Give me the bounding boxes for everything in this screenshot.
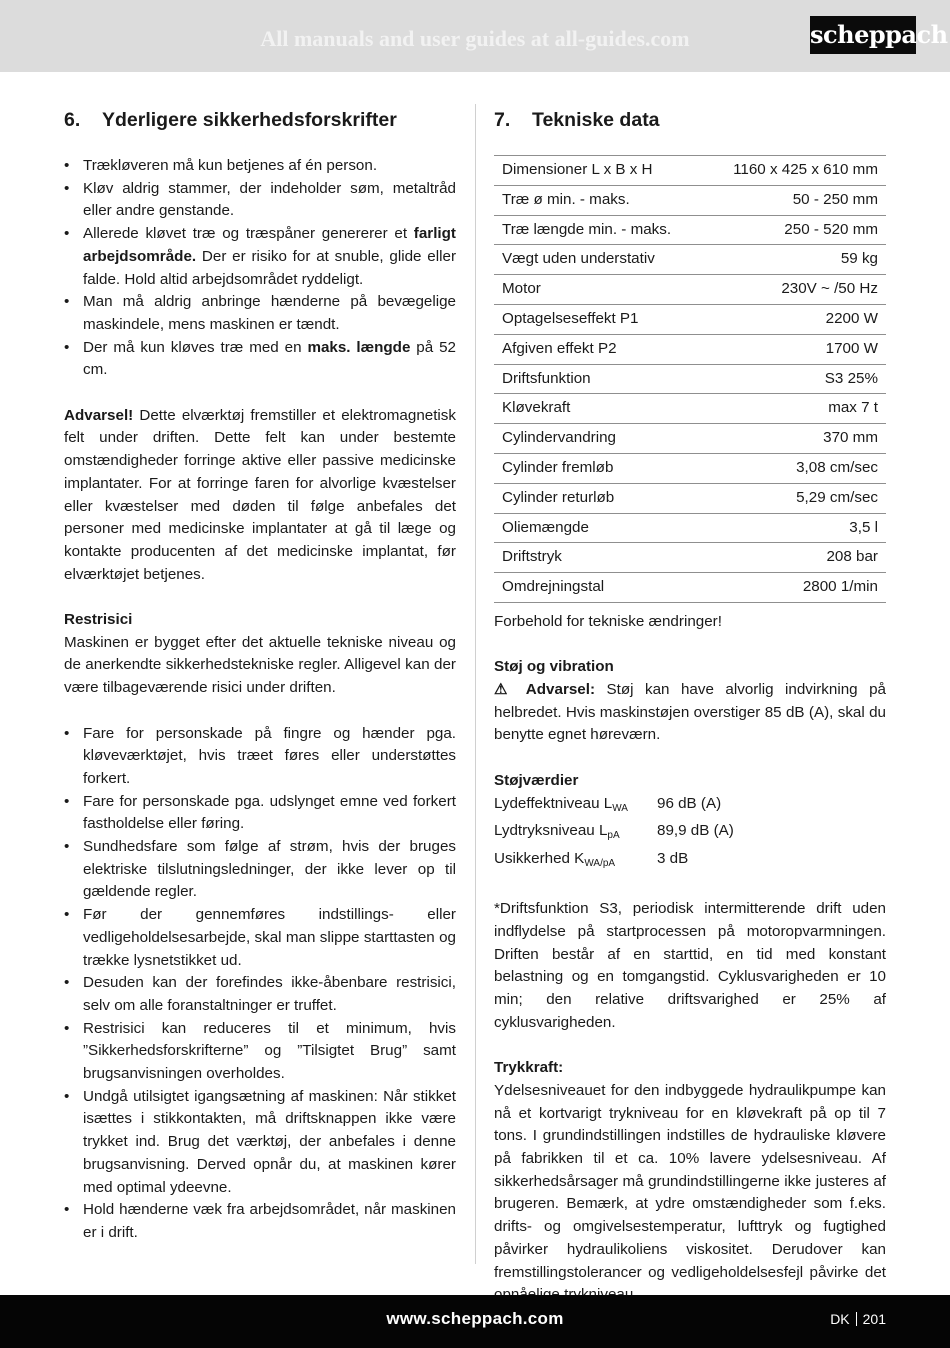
bullet-icon: •	[64, 792, 70, 810]
table-row	[494, 215, 886, 245]
list-item: • Fare for personskade pga. udslynget emne ved forkert fastholdelse eller føring.	[64, 792, 456, 833]
spec-value: max 7 t	[704, 394, 886, 424]
spec-label: Motor	[494, 275, 704, 305]
table-row	[494, 424, 886, 454]
table-row	[494, 364, 886, 394]
noise-value: 96 dB (A)	[657, 794, 722, 812]
spec-value: 1700 W	[704, 334, 886, 364]
table-row	[494, 573, 886, 603]
list-item: • Kløv aldrig stammer, der indeholder søm, metaltråd eller andre genstande.	[64, 179, 456, 220]
list-item: • Restrisici kan reduceres til et minimum, hvis ”Sikkerhedsforskrifterne” og ”Tilsigtet Brug” samt brugsanvisningen overholdes.	[64, 1019, 456, 1083]
section-number: 6.	[64, 109, 81, 131]
emf-warning-paragraph: Advarsel! Dette elværktøj fremstiller et elektromagnetisk felt under driften. Dette felt kan under bestemte omstændigheder forringe aktive eller passive medicinske implantater. For at forringe faren for alvorlige kvæstelser eller kvæstelser med døden til følge anbefales det personer med medicinske implantater at gå til læge og kontakte producenten af det medicinske implantat, før elværktøjet betjenes.	[64, 406, 456, 583]
spec-value: 208 bar	[704, 543, 886, 573]
list-item: • Trækløveren må kun betjenes af én person.	[64, 155, 456, 178]
bullet-icon: •	[64, 1201, 70, 1219]
noise-value: 3 dB	[657, 849, 689, 867]
footer-bar	[0, 1295, 950, 1348]
noise-value-row	[494, 820, 886, 848]
bullet-icon: •	[64, 1087, 70, 1105]
spec-label: Oliemængde	[494, 513, 704, 543]
table-row	[494, 453, 886, 483]
reservation-note: Forbehold for tekniske ændringer!	[494, 612, 722, 630]
spec-value: 230V ~ /50 Hz	[704, 275, 886, 305]
right-column	[494, 108, 886, 1307]
spec-value: 5,29 cm/sec	[704, 483, 886, 513]
footer-page-indicator	[830, 1311, 886, 1327]
table-row	[494, 245, 886, 275]
list-item: • Før der gennemføres indstillings- eller vedligeholdelsesarbejde, skal man slippe starttasten og trække lysnetstikket ud.	[64, 906, 456, 969]
noise-warning-paragraph: ⚠ Advarsel: Støj kan have alvorlig indvirkning på helbredet. Hvis maskinstøjen overstiger 85 dB (A), skal du benytte egnet høreværn.	[494, 681, 886, 744]
section-title: Yderligere sikkerhedsforskrifter	[102, 109, 397, 131]
table-row	[494, 304, 886, 334]
bullet-icon: •	[64, 1019, 70, 1037]
spec-label: Omdrejningstal	[494, 573, 704, 603]
footer-page-number: 201	[862, 1311, 886, 1327]
list-item: • Der må kun kløves træ med en maks. længde på 52 cm.	[64, 338, 456, 379]
footer-separator	[856, 1312, 857, 1326]
noise-values-heading: Støjværdier	[494, 771, 579, 789]
table-row	[494, 334, 886, 364]
spec-value: 3,5 l	[704, 513, 886, 543]
noise-value-row	[494, 848, 886, 876]
bullet-icon: •	[64, 906, 70, 924]
table-row	[494, 483, 886, 513]
bullet-icon: •	[64, 179, 70, 197]
residual-risk-bullet-list	[64, 723, 456, 1245]
section-6-heading	[64, 108, 456, 132]
pressure-force-paragraph: Ydelsesniveauet for den indbyggede hydraulikpumpe kan nå et kortvarigt trykniveau for en kløvekraft på op til 7 tons. I grundindstillingen indstilles de hydrauliske kløvere på fabrikken til et ca. 10% lavere ydelsesniveau. Af sikkerhedsårsager må grundindstillingerne ikke justeres af brugeren. Bemærk, at ydre omstændigheder som f.eks. drifts- og omgivelsestemperatur, lufttryk og fugtighed påvirker hydraulikoliens viskositet. Derudover kan fremstillingstolerancer og vedligeholdelsesfejl påvirke det	[494, 1081, 886, 1281]
residual-risks-heading: Restrisici	[64, 611, 133, 629]
spec-value: 2800 1/min	[704, 573, 886, 603]
table-row	[494, 156, 886, 186]
warning-label: Advarsel!	[64, 406, 134, 424]
spec-label: Driftstryk	[494, 543, 704, 573]
bullet-icon: •	[64, 724, 70, 742]
noise-label: Lydtryksniveau $L_{pA}$	[494, 822, 620, 842]
bullet-icon: •	[64, 225, 70, 243]
scheppach-logo: scheppach	[810, 16, 916, 54]
banner-watermark-text: All manuals and user guides at all-guides.com	[260, 26, 690, 51]
spec-label: Træ længde min. - maks.	[494, 215, 704, 245]
bullet-icon: •	[64, 293, 70, 311]
left-column	[64, 108, 456, 1245]
spec-label: Vægt uden understativ	[494, 245, 704, 275]
list-item: • Fare for personskade på fingre og hænder pga. kløveværktøjet, hvis træet føres eller understøttes forkert.	[64, 724, 456, 787]
spec-label: Cylinder returløb	[494, 483, 704, 513]
bullet-icon: •	[64, 157, 70, 174]
list-item: • Undgå utilsigtet igangsætning af maskinen: Når stikket isættes i stikkontakten, må driftsknappen ikke være trykket ind. Brug det værktøj, der anbefales i denne brugsanvisning. Derved opnår du, at maskinen kører med optimal ydeevne.	[64, 1087, 456, 1196]
spec-value: 250 - 520 mm	[704, 215, 886, 245]
noise-value-row	[494, 793, 886, 821]
residual-risks-paragraph: Maskinen er bygget efter det aktuelle tekniske niveau og de anerkendte sikkerhedstekniske regler. Alligevel kan der være tilbageværende risici under driften.	[64, 633, 456, 697]
spec-value: 370 mm	[704, 424, 886, 454]
table-row	[494, 185, 886, 215]
section-number: 7.	[494, 109, 511, 131]
noise-label: Lydeffektniveau $L_{WA}$	[494, 794, 628, 814]
pressure-force-heading: Trykkraft:	[494, 1059, 564, 1077]
noise-value: 89,9 dB (A)	[657, 822, 734, 840]
list-item: • Man må aldrig anbringe hænderne på bevægelige maskindele, mens maskinen er tændt.	[64, 293, 456, 333]
column-divider	[475, 104, 476, 1264]
technical-data-table	[494, 155, 886, 603]
spec-label: Driftsfunktion	[494, 364, 704, 394]
spec-label: Cylinder fremløb	[494, 453, 704, 483]
noise-warning-label: ⚠ Advarsel:	[494, 681, 596, 699]
spec-value: 3,08 cm/sec	[704, 453, 886, 483]
spec-value: 59 kg	[704, 245, 886, 275]
spec-value: 2200 W	[704, 304, 886, 334]
list-item: • Desuden kan der forefindes ikke-åbenbare restrisici, selv om alle foranstaltninger er truffet.	[64, 974, 456, 1014]
table-row	[494, 543, 886, 573]
spec-value: 1160 x 425 x 610 mm	[704, 156, 886, 186]
spec-label: Træ ø min. - maks.	[494, 185, 704, 215]
top-banner	[0, 0, 950, 72]
spec-label: Cylindervandring	[494, 424, 704, 454]
bullet-icon: •	[64, 838, 70, 856]
safety-bullet-list	[64, 155, 456, 382]
section-7-heading	[494, 108, 886, 132]
list-item: • Hold hænderne væk fra arbejdsområdet, når maskinen er i drift.	[64, 1201, 456, 1241]
noise-vibration-heading: Støj og vibration	[494, 658, 614, 676]
list-item: • Sundhedsfare som følge af strøm, hvis der bruges elektriske tilslutningsledninger, der ikke lever op til gældende regler.	[64, 838, 456, 901]
section-title: Tekniske data	[532, 109, 660, 131]
table-row	[494, 513, 886, 543]
bullet-icon: •	[64, 338, 70, 356]
footer-website-url: www.scheppach.com	[386, 1309, 564, 1328]
spec-label: Dimensioner L x B x H	[494, 156, 704, 186]
spec-label: Kløvekraft	[494, 394, 704, 424]
noise-label: Usikkerhed $K_{WA/pA}$	[494, 849, 616, 869]
spec-label: Afgiven effekt P2	[494, 334, 704, 364]
list-item: • Allerede kløvet træ og træspåner genererer et farligt arbejdsområde. Der er risiko for at snuble, glide eller falde. Hold altid arbejdsområdet ryddeligt.	[64, 225, 456, 288]
footer-language: DK	[830, 1311, 850, 1327]
spec-value: 50 - 250 mm	[704, 185, 886, 215]
duty-cycle-note: *Driftsfunktion S3, periodisk intermitterende drift uden indflydelse på startprocessen på motoropvarmningen. Driften består af en starttid, en tid med konstant belastning og en tomgangstid. Cyklusvarigheden er 10 min; den relative driftsvarighed er 25% af cyklusvarigheden.	[494, 900, 886, 1031]
spec-label: Optagelseseffekt P1	[494, 304, 704, 334]
spec-value: S3 25%	[704, 364, 886, 394]
table-row	[494, 394, 886, 424]
table-row	[494, 275, 886, 305]
bullet-icon: •	[64, 974, 70, 992]
